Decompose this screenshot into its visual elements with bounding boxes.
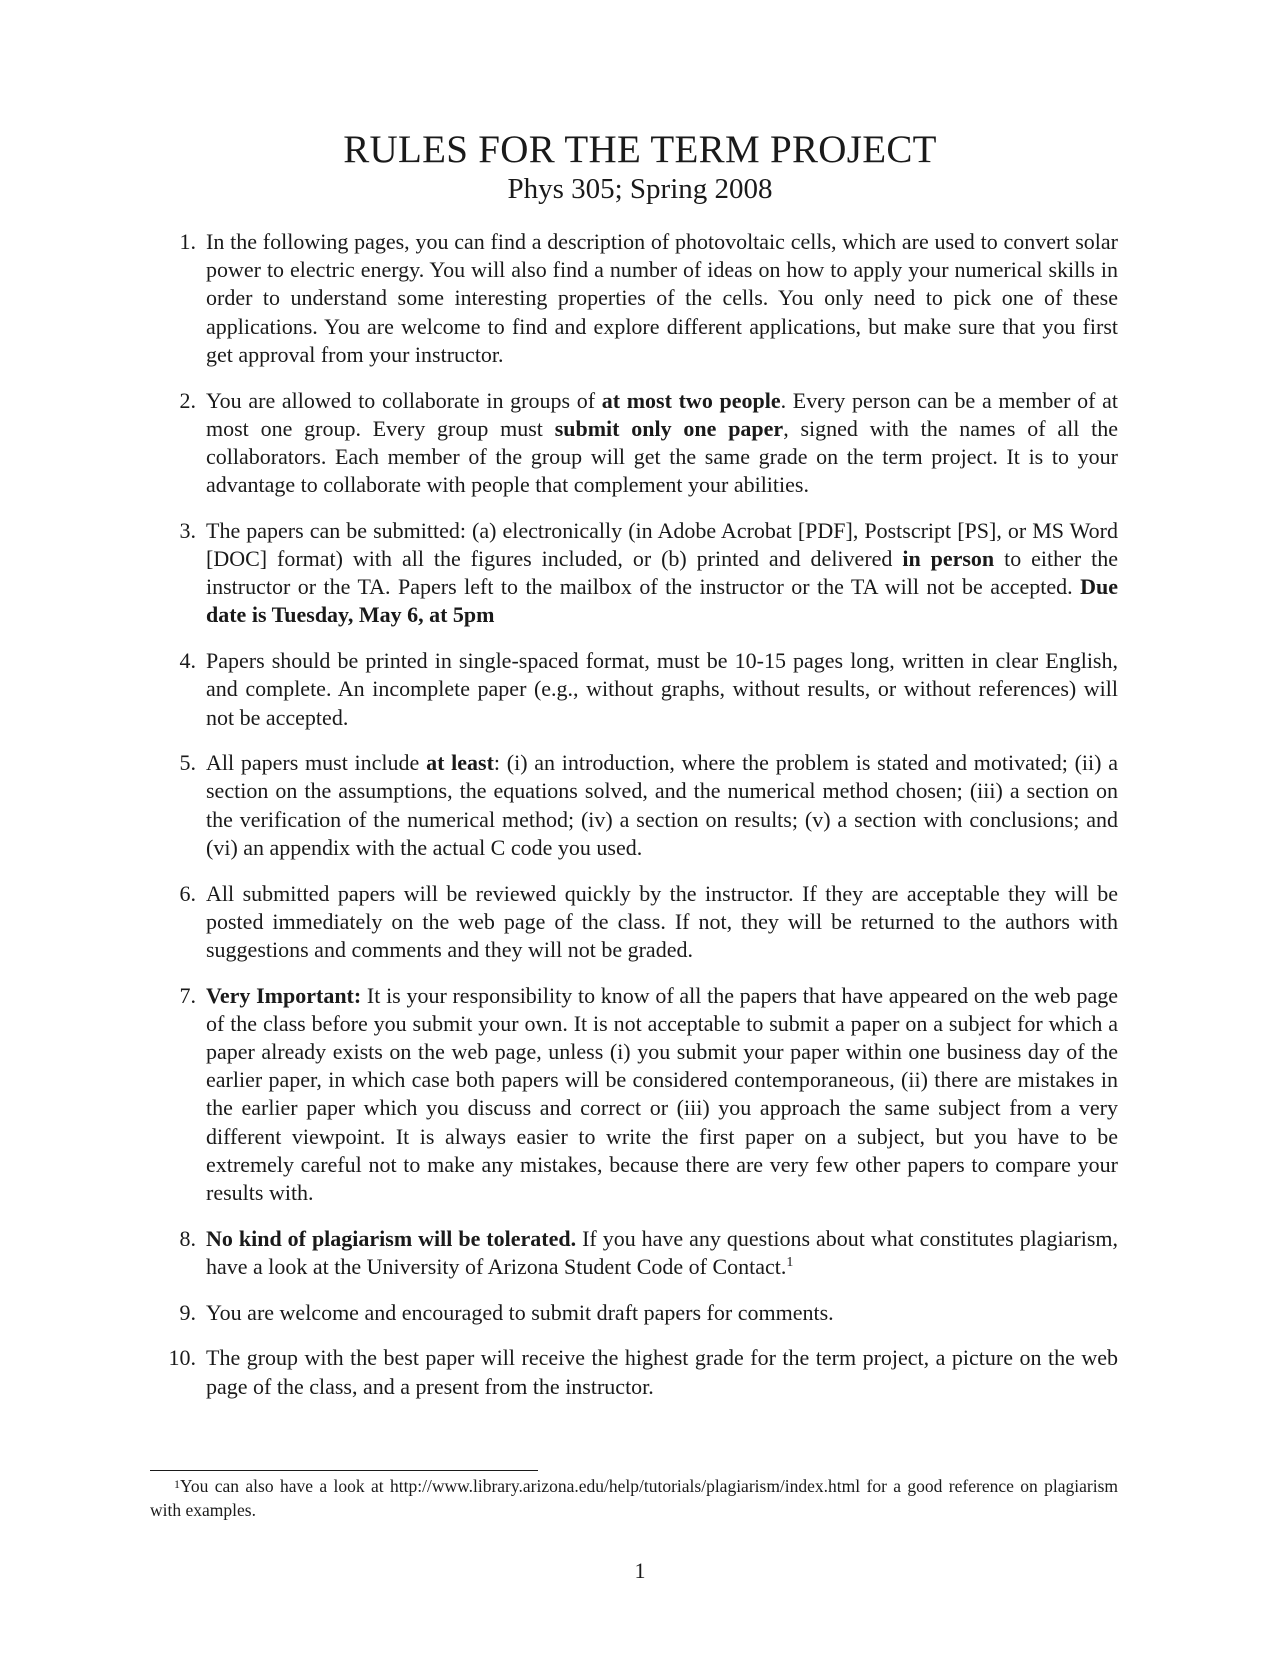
rule-text bbox=[206, 388, 1118, 498]
rule-text-segment: All papers must include bbox=[206, 750, 427, 776]
rule-item bbox=[158, 387, 1118, 500]
rule-text-segment: , signed with the names of all the collaborators. Each member of the group will get the same grade on the term project. It is to your advantage to collaborate with people that complement your abilities. bbox=[206, 415, 1118, 498]
rule-number: 1. bbox=[179, 229, 196, 254]
rule-item bbox=[158, 1299, 1118, 1327]
rule-text-segment: : (i) an introduction, where the problem is stated and motivated; (ii) a section on the assumptions, the equations solved, and the numerical method chosen; (iii) a section on the verification of the numerical method; (iv) a section on results; (v) a section with conclusions; and (vi) an appendix with the actual C code you used. bbox=[206, 750, 1118, 860]
rule-text bbox=[206, 1300, 834, 1325]
page-number: 1 bbox=[634, 1558, 646, 1583]
footnote-divider bbox=[150, 1470, 538, 1471]
rule-emphasis: No kind of plagiarism will be tolerated. bbox=[206, 1225, 577, 1251]
rule-number: 8. bbox=[179, 1225, 196, 1251]
rule-text bbox=[206, 1226, 1118, 1279]
rule-number: 10. bbox=[168, 1345, 196, 1371]
rule-item bbox=[158, 1225, 1118, 1281]
page-title: RULES FOR THE TERM PROJECT bbox=[343, 128, 937, 171]
rule-number: 4. bbox=[179, 648, 196, 674]
footnote-text: You can also have a look at http://www.library.arizona.edu/help/tutorials/plagiarism/index.html for a good reference on plagiarism with examples. bbox=[150, 1476, 1118, 1520]
rule-text-segment: The papers can be submitted: (a) electronically (in Adobe Acrobat [PDF], Postscript [PS], or MS Word [DOC] format) with all the figures included, or (b) printed and delivered bbox=[206, 517, 1118, 572]
rule-item bbox=[158, 880, 1118, 965]
rule-text-segment: In the following pages, you can find a description of photovoltaic cells, which are used to convert solar power to electric energy. You will also find a number of ideas on how to apply your numerical skills in order to understand some interesting properties of the cells. You only need to pick one of these applications. You are welcome to find and explore different applications, but make sure that you first get approval from your instructor. bbox=[206, 229, 1118, 367]
rule-text-segment: If you have any questions about what constitutes plagiarism, have a look at the University of Arizona Student Code of Contact. bbox=[206, 1225, 1119, 1279]
rule-text-segment: . Every person can be a member of at most one group. Every group must bbox=[206, 387, 1119, 441]
rule-text-segment: It is your responsibility to know of all the papers that have appeared on the web page of the class before you submit your own. It is not acceptable to submit a paper on a subject for which a paper already exists on the web page, unless (i) you submit your paper within one business day of the earlier paper, in which case both papers will be considered contemporaneous, (ii) there are mistakes in the earlier paper which you discuss and correct or (iii) you approach the same subject from a very different viewpoint. It is always easier to write the first paper on a subject, but you have to be extremely careful not to make any mistakes, because there are very few other papers to compare your results with. bbox=[206, 982, 1119, 1206]
rule-emphasis: at least bbox=[426, 750, 494, 776]
rule-number: 7. bbox=[179, 982, 196, 1008]
rule-text bbox=[206, 648, 1118, 729]
rule-text-segment: You are allowed to collaborate in groups of bbox=[206, 387, 602, 413]
rule-item bbox=[158, 517, 1118, 630]
rule-item bbox=[158, 749, 1118, 862]
rule-text-segment: Papers should be printed in single-spaced format, must be 10-15 pages long, written in clear English, and complete. An incomplete paper (e.g., without graphs, without results, or without references) will not be accepted. bbox=[206, 648, 1118, 730]
rule-number: 9. bbox=[179, 1299, 196, 1325]
rule-emphasis: submit only one paper bbox=[554, 415, 784, 441]
rule-text bbox=[206, 1345, 1118, 1398]
rule-number: 3. bbox=[179, 517, 196, 543]
rule-text-segment: to either the instructor or the TA. Papers left to the mailbox of the instructor or the TA will not be accepted. bbox=[206, 546, 1118, 600]
rule-item bbox=[158, 1344, 1118, 1400]
rule-item bbox=[158, 647, 1118, 732]
rule-text bbox=[206, 229, 1118, 367]
rule-item bbox=[158, 228, 1118, 369]
rule-text bbox=[206, 881, 1118, 962]
footnote-reference: 1 bbox=[786, 1255, 794, 1270]
footnote-mark: 1 bbox=[174, 1477, 180, 1491]
rule-text-segment: The group with the best paper will receive the highest grade for the term project, a picture on the web page of the class, and a present from the instructor. bbox=[206, 1345, 1118, 1399]
title-block bbox=[0, 128, 1280, 206]
rule-text bbox=[206, 518, 1118, 628]
rule-text-segment: All submitted papers will be reviewed quickly by the instructor. If they are acceptable they will be posted immediately on the web page of the class. If not, they will be returned to the authors with suggestions and comments and they will not be graded. bbox=[206, 880, 1118, 962]
rule-text bbox=[206, 983, 1118, 1205]
rule-emphasis: Very Important: bbox=[206, 982, 362, 1008]
rule-number: 6. bbox=[179, 880, 196, 906]
footnote bbox=[150, 1475, 1118, 1522]
rule-text bbox=[206, 750, 1118, 860]
rule-emphasis: in person bbox=[902, 546, 995, 572]
rules-list bbox=[158, 228, 1118, 1418]
rule-item bbox=[158, 982, 1118, 1208]
rule-number: 5. bbox=[179, 750, 196, 776]
rule-number: 2. bbox=[179, 387, 196, 413]
rule-emphasis: at most two people bbox=[601, 387, 781, 413]
rule-emphasis: Due date is Tuesday, May 6, at 5pm bbox=[206, 574, 1118, 628]
rule-text-segment: You are welcome and encouraged to submit draft papers for comments. bbox=[206, 1299, 834, 1325]
page-subtitle: Phys 305; Spring 2008 bbox=[507, 173, 773, 205]
